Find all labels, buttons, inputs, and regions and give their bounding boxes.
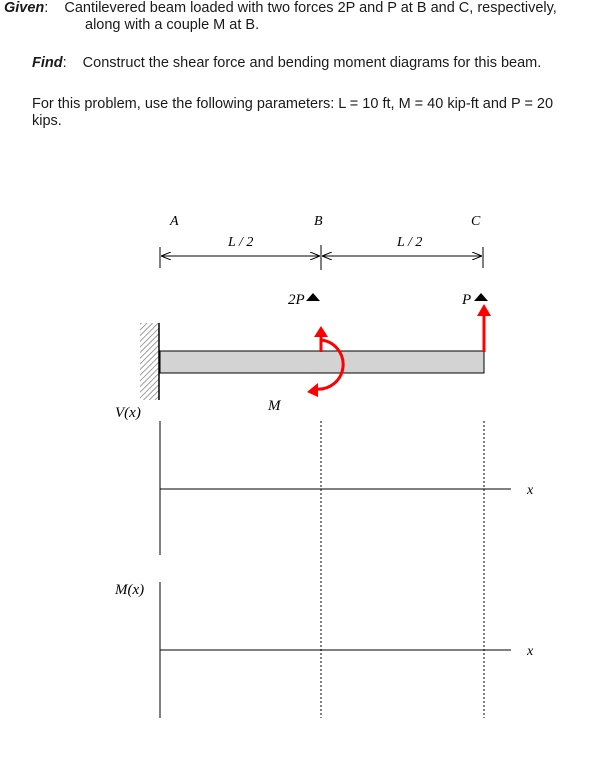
- force-b-arrow-icon: [314, 326, 328, 352]
- beam: [160, 351, 484, 373]
- given-text-1: Cantilevered beam loaded with two forces 2P and P at B and C, respectively,: [64, 0, 557, 16]
- force-c-arrow-icon: [477, 304, 491, 352]
- given-line-1: Given: Cantilevered beam loaded with two forces 2P and P at B and C, respectively,: [4, 0, 557, 16]
- shear-axis-label: V(x): [115, 405, 141, 421]
- couple-label: M: [268, 398, 281, 414]
- force-b-label: 2P: [288, 292, 305, 308]
- find-label: Find: [32, 55, 63, 71]
- moment-axis-label: M(x): [115, 582, 145, 598]
- shear-x-label: x: [527, 483, 534, 498]
- dim-left-label: L / 2: [228, 235, 254, 250]
- force-b-legend-arrow-icon: [306, 293, 320, 301]
- params-line-1: For this problem, use the following parameters: L = 10 ft, M = 40 kip-ft and P = 20: [32, 96, 554, 112]
- dim-right-label: L / 2: [397, 235, 423, 250]
- moment-x-label: x: [527, 644, 534, 659]
- force-c-label: P: [462, 292, 472, 308]
- find-text: Construct the shear force and bending moment diagrams for this beam.: [82, 55, 542, 71]
- point-b-label: B: [314, 214, 323, 229]
- point-c-label: C: [471, 214, 481, 229]
- params-line-2: kips.: [32, 113, 62, 129]
- given-label: Given: [4, 0, 45, 16]
- find-line: Find: Construct the shear force and bending moment diagrams for this beam.: [32, 55, 542, 71]
- given-text-2: along with a couple M at B.: [85, 17, 260, 33]
- point-a-label: A: [170, 214, 179, 229]
- force-c-legend-arrow-icon: [474, 293, 488, 301]
- dimension-line: [160, 245, 483, 270]
- wall-hatch: [140, 323, 159, 400]
